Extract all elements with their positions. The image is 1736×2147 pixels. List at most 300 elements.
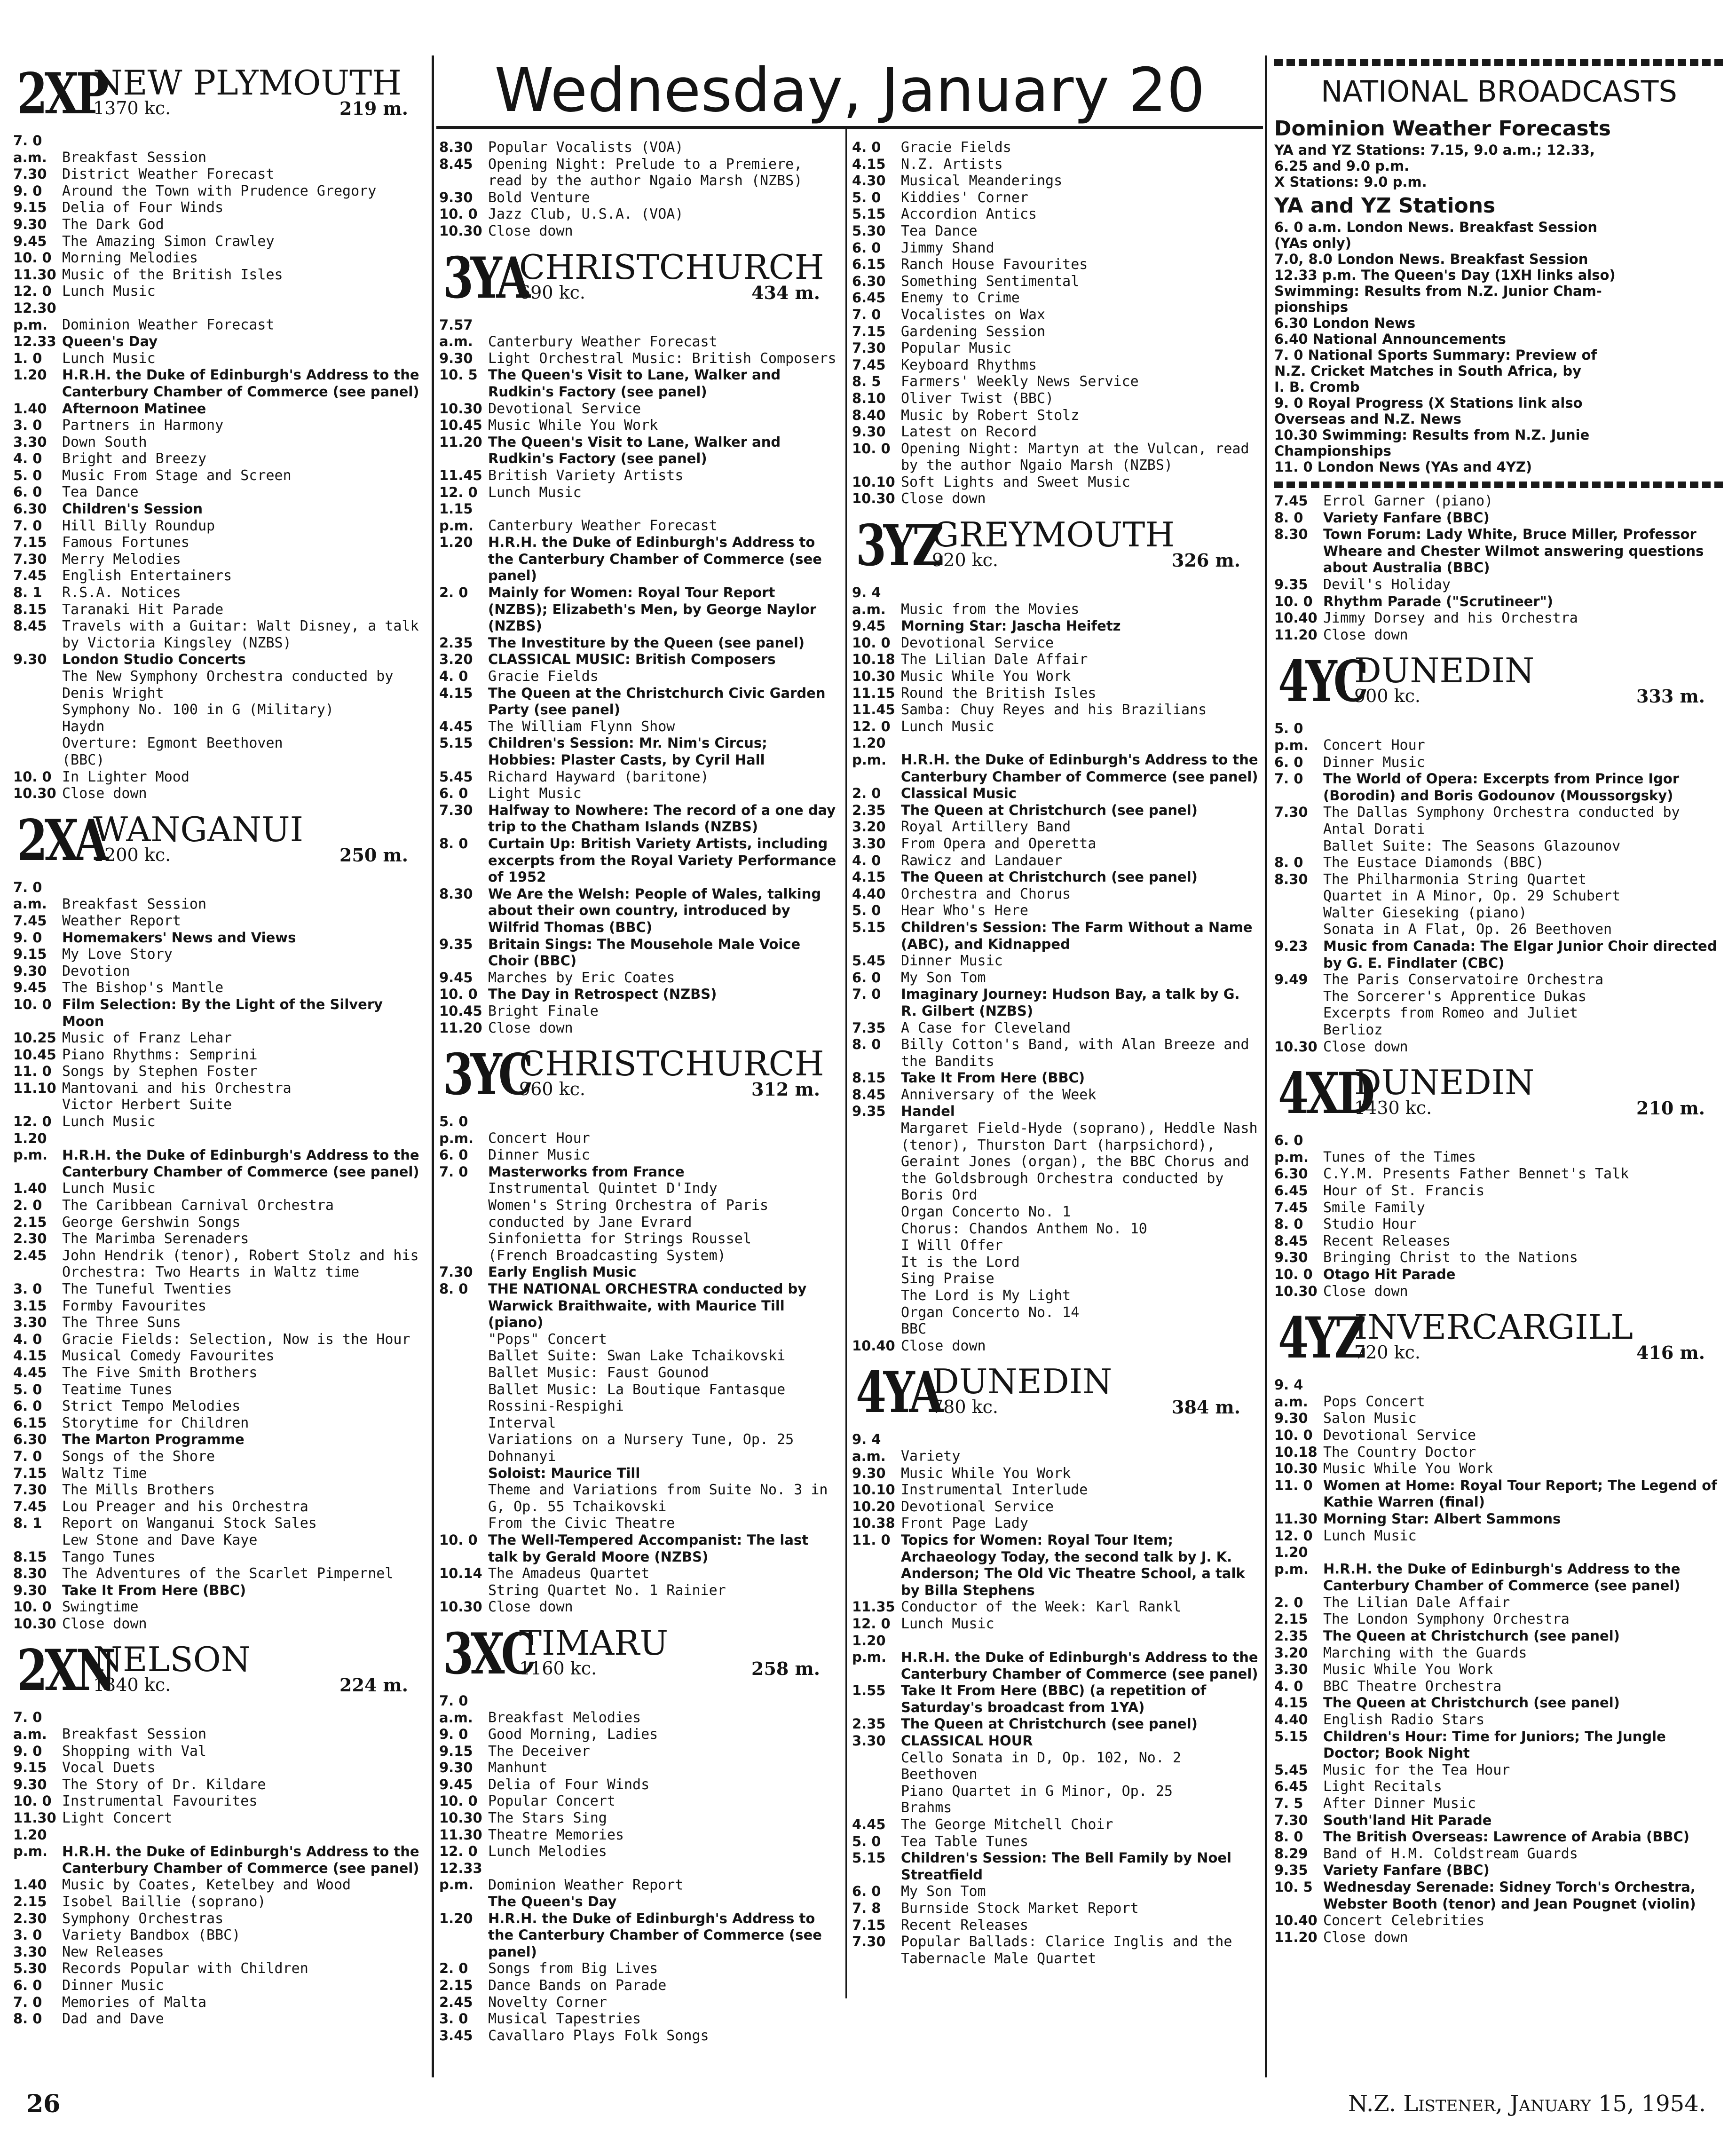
page-number: 26 [26, 2090, 61, 2118]
programme-time: 4.15 [439, 685, 473, 701]
programme-title: Devil's Holiday [1323, 576, 1451, 593]
programme-line [13, 1793, 427, 1810]
programme-time: 6. 0 [13, 484, 42, 500]
programme-line [439, 651, 839, 668]
station-name: DUNEDIN [1354, 1063, 1535, 1103]
programme-line [439, 718, 839, 735]
programme-time: 9. 4 a.m. [852, 584, 886, 617]
programme-time: 9.45 [852, 618, 886, 634]
programme-line [852, 635, 1259, 652]
programme-line [852, 290, 1259, 307]
programme-title: Instrumental Interlude [901, 1482, 1088, 1499]
programme-line [1274, 1862, 1724, 1879]
programme-line [1274, 493, 1724, 510]
station-name: NEW PLYMOUTH [93, 63, 402, 103]
programme-title: The Story of Dr. Kildare [62, 1776, 266, 1793]
programme-time: 7.30 [852, 1934, 886, 1950]
programme-title: The Queen at Christchurch (see panel) [901, 1716, 1198, 1732]
programme-time: 10. 0 [1274, 1427, 1313, 1443]
column-rule [1265, 55, 1267, 2077]
programme-title: Music While You Work [1323, 1460, 1493, 1477]
programme-time: 8.30 [439, 139, 473, 155]
publication-credit: N.Z. Listener, January 15, 1954. [1348, 2091, 1706, 2117]
programme-line [13, 1398, 427, 1415]
programme-time: 3.30 [13, 1943, 47, 1960]
programme-line [439, 1381, 839, 1398]
programme-line [439, 139, 839, 156]
programme-title: The Queen at Christchurch (see panel) [901, 869, 1198, 885]
programme-title: The Queen at the Christchurch Civic Garden Party (see panel) [488, 685, 826, 718]
programme-title: Shopping with Val [62, 1743, 207, 1760]
programme-time: 5.15 [852, 1850, 886, 1866]
programme-time: 2.15 [13, 1894, 47, 1910]
programme-line [439, 1693, 839, 1726]
programme-line [1274, 1712, 1724, 1729]
programme-time: 7.30 [852, 340, 886, 356]
programme-line [13, 879, 427, 913]
programme-time: 11. 0 [13, 1063, 52, 1080]
station-name: NELSON [93, 1640, 251, 1680]
programme-title: Music by Robert Stolz [901, 407, 1080, 424]
ya-line: 9. 0 Royal Progress (X Stations link also [1274, 395, 1583, 411]
programme-time: 10. 0 [1274, 1266, 1313, 1282]
station-name: INVERCARGILL [1354, 1307, 1633, 1347]
programme-time: 7. 0 a.m. [13, 133, 47, 166]
station-frequency: 920 kc. [932, 550, 998, 571]
programme-title: Close down [1323, 1038, 1408, 1055]
programme-time: 1.15 p.m. [439, 501, 474, 534]
programme-line [13, 233, 427, 250]
programme-line [852, 340, 1259, 357]
programme-line [439, 189, 839, 206]
programme-time: 10. 0 [13, 768, 52, 785]
programme-title: Classical Music [901, 785, 1017, 802]
programme-line [13, 1130, 427, 1181]
ya-line: (YAs only) [1274, 235, 1351, 251]
programme-time: 12. 0 [439, 484, 478, 500]
programme-line [13, 551, 427, 568]
programme-time: 5. 0 [852, 189, 881, 205]
programme-title: Round the British Isles [901, 685, 1097, 702]
programme-line [852, 189, 1259, 206]
programme-time: 7.30 [1274, 1812, 1308, 1828]
programme-line [13, 2011, 427, 2028]
ya-lines [1274, 219, 1724, 475]
programme-line [13, 401, 427, 418]
programme-time: 9.35 [1274, 576, 1308, 592]
programme-line [13, 1314, 427, 1331]
programme-time: 10.14 [439, 1565, 482, 1582]
programme-line [439, 467, 839, 484]
programme-title: The Deceiver [488, 1743, 590, 1760]
programme-title: Novelty Corner [488, 1994, 607, 2011]
programme-line [13, 1944, 427, 1961]
programme-line [852, 373, 1259, 390]
programme-time: 6.15 [852, 256, 886, 273]
programme-time: 9. 0 [13, 1743, 42, 1759]
programme-time: 6. 0 [852, 1883, 881, 1900]
station-callsign: 3XC [443, 1620, 533, 1687]
programme-time: 10. 0 [439, 986, 478, 1002]
programme-title: The Country Doctor [1323, 1444, 1476, 1460]
programme-time: 4.45 [439, 718, 473, 734]
programme-line [1274, 526, 1724, 576]
programme-time: 5.15 [852, 206, 886, 222]
programme-title: We Are the Welsh: People of Wales, talking about their own country, introduced by Wilfrid Thomas (BBC) [488, 885, 821, 935]
programme-title: Children's Hour: Time for Juniors; The Jungle Doctor; Book Night [1323, 1728, 1666, 1761]
programme-title: My Son Tom [901, 969, 986, 986]
programme-time: 7.30 [13, 1482, 47, 1498]
programme-line [1274, 1022, 1724, 1039]
programme-time: 11.10 [13, 1080, 56, 1096]
programme-time: 2. 0 [439, 1960, 468, 1977]
programme-title: Famous Fortunes [62, 534, 189, 551]
programme-line [852, 919, 1259, 953]
programme-time: 9. 0 [13, 182, 42, 199]
programme-title: Farmers' Weekly News Service [901, 373, 1139, 390]
programme-time: 7. 0 a.m. [13, 879, 47, 912]
programme-title: Cavallaro Plays Folk Songs [488, 2027, 709, 2044]
programme-time: 1.40 [13, 400, 47, 417]
station-frequency: 1370 kc. [93, 98, 171, 118]
programme-title: Victor Herbert Suite [62, 1097, 232, 1113]
programme-title: Teatime Tunes [62, 1381, 173, 1398]
programme-line [852, 802, 1259, 819]
programme-time: 4.15 [13, 1348, 47, 1364]
ya-line: Championships [1274, 443, 1391, 459]
programme-time: 8. 5 [852, 373, 881, 390]
programme-time: 11.20 [1274, 626, 1318, 643]
programme-title: Symphony Orchestras [62, 1910, 224, 1927]
programme-time: 4. 0 [439, 668, 468, 685]
programme-line [1274, 1377, 1724, 1410]
programme-time: 7.35 [852, 1019, 886, 1036]
programme-line [1274, 1183, 1724, 1200]
programme-title: Britain Sings: The Mousehole Male Voice Choir (BBC) [488, 936, 801, 969]
programme-title: Women's String Orchestra of Paris conducted by Jane Evrard [488, 1197, 769, 1231]
programme-time: 8. 1 [13, 1515, 42, 1531]
programme-line [13, 283, 427, 300]
programme-line [439, 484, 839, 501]
column-rule [432, 55, 434, 2077]
programme-line [13, 133, 427, 166]
programme-title: The New Symphony Orchestra conducted by Denis Wright [62, 668, 394, 702]
programme-title: H.R.H. the Duke of Edinburgh's Address to the Canterbury Chamber of Commerce (see panel) [901, 752, 1258, 785]
programme-title: Musical Tapestries [488, 2011, 641, 2028]
programme-time: 9.15 [13, 1760, 47, 1776]
programme-title: Breakfast Session [62, 1726, 207, 1743]
programme-line [1274, 1511, 1724, 1528]
station-name: CHRISTCHURCH [519, 1044, 824, 1084]
programme-line [852, 1766, 1259, 1783]
programme-line [439, 1565, 839, 1582]
ya-line: Overseas and N.Z. News [1274, 411, 1461, 427]
programme-time: 4.45 [852, 1816, 886, 1833]
programme-line [1274, 754, 1724, 771]
programme-line [13, 1030, 427, 1047]
programme-title: THE NATIONAL ORCHESTRA conducted by Warwick Braithwaite, with Maurice Till (piano) [488, 1281, 807, 1331]
programme-line [13, 996, 427, 1030]
programme-line [439, 1860, 839, 1894]
programme-time: 3. 0 [439, 2011, 468, 2027]
programme-title: Royal Artillery Band [901, 819, 1071, 836]
programme-line [852, 970, 1259, 987]
programme-line [1274, 1460, 1724, 1477]
programme-title: Songs from Big Lives [488, 1960, 658, 1977]
programme-title: George Gershwin Songs [62, 1214, 241, 1231]
programme-title: Masterworks from France [488, 1163, 685, 1180]
programme-title: Delia of Four Winds [488, 1776, 650, 1793]
programme-title: Report on Wanganui Stock Sales [62, 1515, 317, 1532]
programme-line [852, 139, 1259, 156]
programme-line [852, 1816, 1259, 1833]
programme-time: 5.45 [439, 768, 473, 785]
programme-time: 7. 0 [852, 306, 881, 323]
programme-line [439, 501, 839, 534]
programme-line [439, 1582, 839, 1599]
programme-line [439, 635, 839, 652]
programme-line [852, 584, 1259, 618]
programme-title: Morning Melodies [62, 250, 198, 267]
programme-title: Close down [62, 785, 147, 802]
programme-time: 7.15 [13, 534, 47, 551]
programme-title: The Philharmonia String Quartet [1323, 871, 1586, 888]
programme-line [439, 1164, 839, 1181]
programme-line [1274, 871, 1724, 888]
programme-time: 9.35 [852, 1103, 886, 1120]
programme-time: 9.49 [1274, 971, 1308, 988]
station-frequency: 1200 kc. [93, 844, 171, 865]
programme-title: The William Flynn Show [488, 718, 675, 735]
programme-time: 7.45 [852, 356, 886, 373]
programme-line [1274, 971, 1724, 988]
station-header [852, 509, 1259, 582]
programme-time: 8.30 [1274, 871, 1308, 887]
programme-line [13, 434, 427, 451]
programme-title: Children's Session: Mr. Nim's Circus; Hobbies: Plaster Casts, by Cyril Hall [488, 735, 767, 768]
programme-title: Piano Rhythms: Semprini [62, 1046, 258, 1063]
programme-time: 12. 0 [13, 1113, 52, 1130]
programme-time: 10. 5 [1274, 1879, 1313, 1895]
programme-title: C.Y.M. Presents Father Bennet's Talk [1323, 1166, 1629, 1183]
programme-line [439, 785, 839, 802]
programme-time: 8.40 [852, 407, 886, 423]
programme-time: 10.38 [852, 1515, 895, 1531]
programme-line [852, 1204, 1259, 1221]
programme-title: Gracie Fields [488, 668, 599, 685]
programme-time: 1.20 [439, 1910, 473, 1926]
programme-line [13, 913, 427, 930]
programme-title: Devotional Service [901, 634, 1054, 651]
ya-line: 6. 0 a.m. London News. Breakfast Session [1274, 219, 1597, 235]
programme-line [439, 1448, 839, 1465]
programme-line [13, 1827, 427, 1877]
programme-time: 11.30 [439, 1826, 482, 1843]
programme-time: 6. 0 [852, 969, 881, 986]
programme-title: The Five Smith Brothers [62, 1364, 258, 1381]
programme-line [1274, 1410, 1724, 1427]
programme-title: The Queen at Christchurch (see panel) [1323, 1628, 1620, 1644]
programme-time: 4. 0 [852, 852, 881, 868]
programme-title: The Marton Programme [62, 1431, 245, 1448]
column-rule [845, 127, 847, 1998]
programme-time: 2.15 [1274, 1611, 1308, 1627]
programme-title: The Three Suns [62, 1314, 181, 1331]
programme-line [439, 1465, 839, 1482]
programme-line [13, 1515, 427, 1532]
programme-line [852, 886, 1259, 903]
programme-time: 9.30 [439, 350, 473, 366]
programme-time: 4.15 [852, 156, 886, 172]
programme-time: 10.45 [439, 1002, 482, 1019]
programme-line [439, 1994, 839, 2011]
programme-line [1274, 1233, 1724, 1250]
programme-line [13, 735, 427, 752]
programme-title: Instrumental Quintet D'Indy [488, 1180, 718, 1197]
programme-line [439, 1231, 839, 1247]
programme-title: The Paris Conservatoire Orchestra [1323, 971, 1604, 988]
programme-line [1274, 1628, 1724, 1645]
station-callsign: 3YC [443, 1042, 531, 1108]
programme-title: Isobel Baillie (soprano) [62, 1894, 266, 1910]
programme-title: Organ Concerto No. 1 [901, 1204, 1071, 1221]
programme-time: 10.40 [1274, 1912, 1318, 1929]
programme-title: Piano Quartet in G Minor, Op. 25 [901, 1783, 1173, 1800]
programme-title: The Sorcerer's Apprentice Dukas [1323, 988, 1586, 1005]
programme-line [1274, 771, 1724, 804]
programme-line [13, 718, 427, 735]
programme-time: 5. 0 [852, 1833, 881, 1849]
programme-line [852, 1070, 1259, 1087]
programme-title: Kiddies' Corner [901, 189, 1028, 206]
programme-title: Gardening Session [901, 323, 1046, 340]
programme-title: English Radio Stars [1323, 1712, 1485, 1729]
station-name: CHRISTCHURCH [519, 247, 824, 287]
programme-time: 7.30 [439, 802, 473, 818]
programme-title: Organ Concerto No. 14 [901, 1304, 1080, 1321]
weather-heading: Dominion Weather Forecasts [1274, 117, 1611, 141]
programme-time: 8.29 [1274, 1845, 1308, 1862]
programme-title: Sing Praise [901, 1271, 994, 1287]
programme-time: 9.15 [439, 1743, 473, 1759]
programme-line [852, 1917, 1259, 1934]
programme-title: H.R.H. the Duke of Edinburgh's Address to the Canterbury Chamber of Commerce (see panel) [488, 1910, 822, 1960]
station-frequency: 720 kc. [1354, 1342, 1420, 1363]
programme-line [439, 1020, 839, 1037]
ya-heading: YA and YZ Stations [1274, 194, 1496, 218]
programme-line [439, 1960, 839, 1977]
station-callsign: 4YC [1278, 648, 1366, 715]
programme-line [439, 1827, 839, 1844]
programme-title: Down South [62, 434, 147, 450]
programme-time: 2. 0 [439, 584, 468, 601]
programme-time: 8.30 [439, 885, 473, 902]
programme-time: 8.15 [13, 601, 47, 617]
programme-title: Lunch Music [488, 484, 582, 501]
ya-line: 10.30 Swimming: Results from N.Z. Junie [1274, 427, 1590, 443]
programme-title: Variations on a Nursery Tune, Op. 25 [488, 1431, 794, 1448]
programme-line [13, 1977, 427, 1994]
station-callsign: 4YA [856, 1359, 940, 1426]
programme-time: 7.45 [13, 568, 47, 584]
programme-title: Take It From Here (BBC) [901, 1070, 1085, 1086]
programme-title: Gracie Fields: Selection, Now is the Hour [62, 1331, 410, 1348]
programme-title: Conductor of the Week: Karl Rankl [901, 1599, 1182, 1616]
programme-time: 3.30 [13, 1314, 47, 1331]
programme-time: 7.15 [852, 1917, 886, 1933]
programme-time: 3. 0 [13, 417, 42, 434]
programme-time: 6.45 [852, 290, 886, 306]
programme-title: Recent Releases [901, 1917, 1028, 1934]
programme-title: Take It From Here (BBC) (a repetition of Saturday's broadcast from 1YA) [901, 1682, 1207, 1715]
programme-line [852, 307, 1259, 324]
programme-title: Town Forum: Lady White, Bruce Miller, Professor Wheare and Chester Wilmot answering questions about Australia (BBC) [1323, 526, 1704, 576]
programme-line [439, 1348, 839, 1365]
programme-line [852, 1934, 1259, 1967]
programme-time: 1.20 p.m. [13, 1826, 48, 1860]
programme-title: Lunch Melodies [488, 1843, 607, 1860]
programme-line [13, 1331, 427, 1348]
programme-title: Errol Garner (piano) [1323, 493, 1493, 509]
programme-time: 3.30 [1274, 1661, 1308, 1678]
programme-line [439, 1247, 839, 1264]
programme-title: Soft Lights and Sweet Music [901, 474, 1130, 490]
programme-line [13, 1776, 427, 1793]
programme-time: 9.30 [852, 1465, 886, 1481]
programme-title: Concert Hour [1323, 737, 1425, 754]
programme-line [1274, 1729, 1724, 1762]
programme-line [439, 1743, 839, 1760]
programme-line [1274, 1611, 1724, 1628]
programme-title: Songs of the Shore [62, 1448, 215, 1465]
programme-time: 1.20 p.m. [852, 735, 887, 768]
programme-title: The Queen's Visit to Lane, Walker and Rudkin's Factory (see panel) [488, 367, 781, 400]
programme-line [1274, 1444, 1724, 1461]
programme-line [1274, 1266, 1724, 1283]
programme-title: Lou Preager and his Orchestra [62, 1498, 308, 1515]
programme-title: Dinner Music [488, 1147, 590, 1164]
programme-line [1274, 1594, 1724, 1611]
programme-title: English Entertainers [62, 568, 232, 584]
programme-line [439, 1113, 839, 1147]
programme-line [13, 946, 427, 963]
programme-line [1274, 804, 1724, 837]
station-header [13, 804, 427, 876]
station-wavelength: 250 m. [339, 844, 408, 866]
programme-line [13, 250, 427, 267]
programme-title: Walter Gieseking (piano) [1323, 904, 1527, 921]
programme-time: 11.15 [852, 685, 895, 701]
programme-title: Enemy to Crime [901, 290, 1020, 307]
programme-title: Interval [488, 1414, 556, 1431]
programme-title: Smile Family [1323, 1199, 1425, 1216]
programme-title: H.R.H. the Duke of Edinburgh's Address to the Canterbury Chamber of Commerce (see panel) [62, 1843, 419, 1876]
programme-time: 11.20 [1274, 1929, 1318, 1945]
programme-line [439, 970, 839, 987]
station-header [439, 1618, 839, 1690]
programme-line [439, 1180, 839, 1197]
programme-title: Mantovani and his Orchestra [62, 1080, 292, 1097]
programme-time: 10.30 [852, 668, 895, 685]
programme-title: South'land Hit Parade [1323, 1812, 1492, 1828]
programme-title: Music While You Work [901, 668, 1071, 685]
station-wavelength: 224 m. [339, 1674, 408, 1696]
programme-line [852, 156, 1259, 173]
station-name: WANGANUI [93, 809, 304, 849]
programme-time: 3.30 [852, 1733, 886, 1749]
programme-title: Popular Ballads: Clarice Inglis and the Tabernacle Male Quartet [901, 1934, 1232, 1967]
programme-line [852, 702, 1259, 718]
